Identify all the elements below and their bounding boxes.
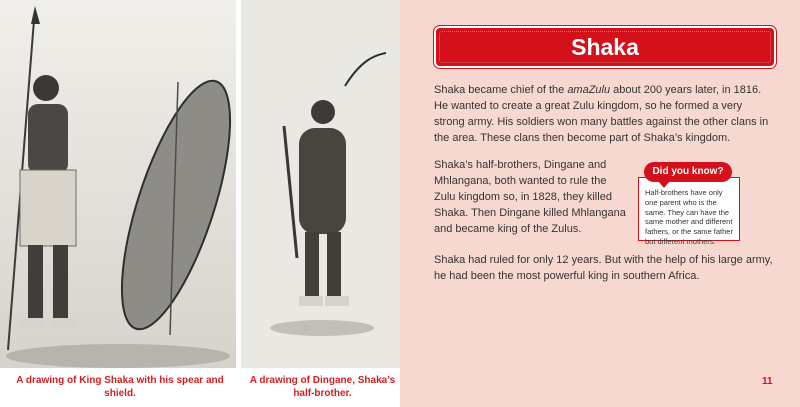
paragraph-intro-start: Shaka became chief of the [434,84,568,96]
did-you-know-box [638,177,740,246]
caption-dingane: A drawing of Dingane, Shaka’s half-brother. [249,375,396,399]
did-you-know-text: Half-brothers have only one parent who is the same. They can have the same mother and different fathers, or the same father but different mothers. [645,188,733,246]
page-number: 11 [762,376,773,387]
title-banner [436,28,774,66]
paragraph-conclusion: Shaka had ruled for only 12 years. But with the help of his large army, he had been the most powerful king in southern Africa. [434,254,773,282]
paragraph-half-brothers: Shaka’s half-brothers, Dingane and Mhlangana, both wanted to rule the Zulu kingdom so, in 1828, they killed Shaka. Then Dingane killed Mhlangana and became king of the Zulus. [434,159,626,235]
caption-king-shaka: A drawing of King Shaka with his spear and shield. [16,375,224,399]
king-shaka-drawing [0,0,236,368]
right-page [400,0,800,407]
paragraph-intro-end: about 200 years later, in 1816. He wanted to create a great Zulu kingdom, so he formed a very strong army. His soldiers won many battles against the other clans in the area. These clans then become part of Shaka’s kingdom. [434,84,769,144]
page-title: Shaka [571,34,639,60]
did-you-know-label: Did you know? [644,162,732,182]
paragraph-intro [434,82,774,146]
paragraph-intro-italic: amaZulu [567,84,611,96]
dingane-drawing [241,0,400,368]
